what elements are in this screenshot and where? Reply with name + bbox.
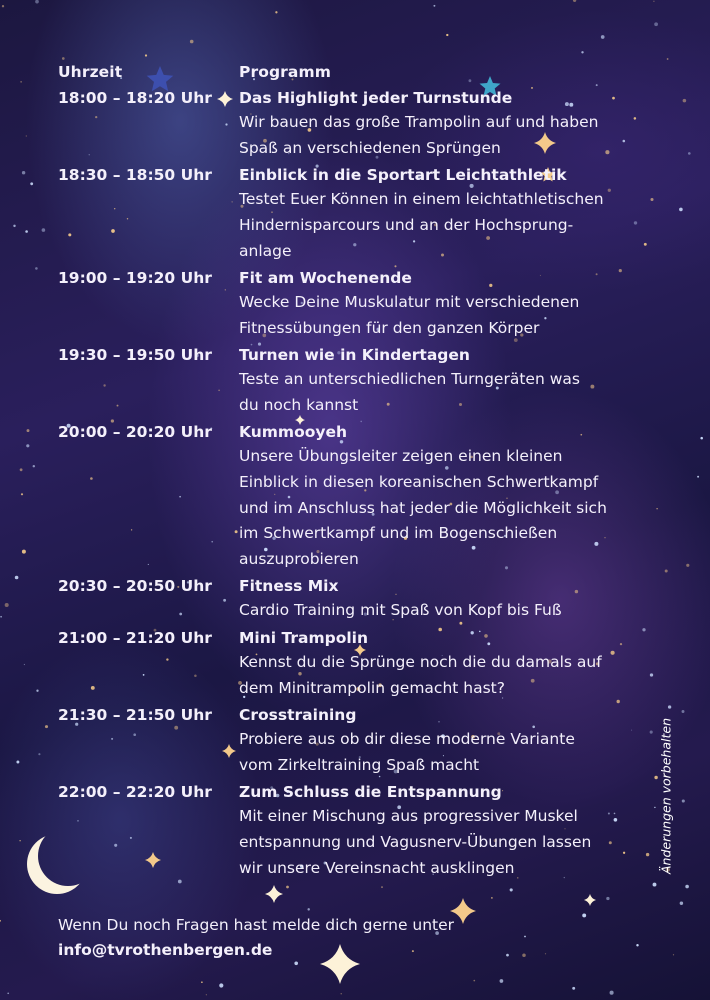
star-dot [206, 994, 207, 995]
star-dot [619, 269, 622, 272]
star-dot [654, 22, 658, 26]
schedule-description: Wir bauen das große Trampolin auf und haben Spaß an verschiedenen Sprüngen [239, 113, 599, 157]
star-dot [506, 954, 509, 957]
crescent-moon-icon [24, 826, 94, 896]
star-dot [0, 920, 1, 922]
star-dot [668, 705, 671, 708]
schedule-description: Mit einer Mischung aus progressiver Muskel entspannung und Vagusnerv-Übungen lassen wir unsere Vereinsnacht ausklingen [239, 807, 592, 877]
star-dot [45, 725, 48, 728]
star-dot [545, 953, 546, 954]
star-dot [20, 81, 21, 82]
star-dot [16, 761, 19, 764]
star-dot [686, 564, 689, 567]
star-dot [111, 229, 115, 233]
star-dot [219, 983, 223, 987]
star-dot [636, 944, 638, 946]
star-dot [194, 675, 197, 678]
star-dot [522, 953, 526, 957]
sparkle-star-icon [217, 91, 233, 107]
schedule-time: 21:00 – 21:20 Uhr [58, 629, 212, 647]
star-dot [491, 897, 493, 899]
schedule-description: Probiere aus ob dir diese moderne Variante vom Zirkeltraining Spaß macht [239, 730, 575, 774]
star-dot [130, 837, 132, 839]
star-dot [133, 733, 136, 736]
star-dot [24, 664, 25, 665]
star-dot [680, 902, 683, 905]
star-dot [580, 434, 582, 436]
star-dot [601, 35, 605, 39]
star-dot [307, 908, 309, 910]
star-dot [642, 628, 645, 631]
changes-reserved-note: Änderungen vorbehalten [658, 718, 674, 874]
star-dot [148, 564, 149, 565]
star-dot [412, 950, 414, 952]
schedule-description: Testet Euer Können in einem leichtathletischen Hindernisparcours und an der Hochsprung- anlage [239, 190, 604, 260]
sparkle-star-icon [584, 894, 596, 906]
star-dot [688, 152, 691, 155]
star-dot [42, 228, 46, 232]
star-dot [500, 979, 504, 983]
star-dot [114, 844, 117, 847]
star-dot [145, 54, 147, 56]
star-dot [190, 40, 194, 44]
schedule-title: Einblick in die Sportart Leichtathletik [239, 166, 567, 184]
star-dot [502, 790, 503, 791]
schedule-title: Fitness Mix [239, 577, 339, 595]
schedule-time: 20:00 – 20:20 Uhr [58, 423, 212, 441]
star-dot [38, 753, 40, 755]
star-dot [35, 267, 38, 270]
star-dot [26, 444, 29, 447]
star-dot [682, 710, 685, 713]
star-dot [2, 5, 4, 7]
star-dot [25, 230, 28, 233]
star-dot [581, 51, 583, 53]
star-dot [286, 886, 289, 889]
star-dot [665, 570, 668, 573]
star-dot [30, 182, 33, 185]
schedule-title: Das Highlight jeder Turnstunde [239, 89, 513, 107]
star-dot [90, 477, 93, 480]
sparkle-star-icon [265, 885, 283, 903]
star-dot [531, 87, 533, 89]
schedule-title: Mini Trampolin [239, 629, 369, 647]
star-dot [33, 465, 35, 467]
star-dot [225, 289, 226, 290]
star-dot [232, 201, 233, 202]
sparkle-star-icon [222, 744, 236, 758]
star-dot [26, 135, 27, 136]
schedule-time: 19:30 – 19:50 Uhr [58, 346, 212, 364]
star-dot [510, 888, 513, 891]
star-dot [15, 576, 19, 580]
schedule-time: 20:30 – 20:50 Uhr [58, 577, 212, 595]
star-dot [606, 897, 609, 900]
star-dot [471, 631, 474, 634]
star-dot [653, 1, 654, 2]
star-dot [575, 590, 578, 593]
schedule-title: Zum Schluss die Entspannung [239, 783, 502, 801]
star-dot [21, 493, 23, 495]
star-dot [89, 154, 90, 155]
star-dot [524, 936, 526, 938]
star-dot [438, 628, 442, 632]
star-dot [484, 634, 488, 638]
star-dot [673, 954, 674, 955]
star-dot [438, 721, 440, 723]
star-dot [95, 116, 97, 118]
star-dot [572, 987, 575, 990]
star-dot [685, 885, 689, 889]
star-dot [582, 913, 586, 917]
star-dot [7, 992, 9, 994]
star-dot [381, 886, 382, 887]
contact-email-link[interactable]: info@tvrothenbergen.de [58, 941, 273, 959]
star-dot [13, 225, 15, 227]
star-dot [223, 599, 226, 602]
star-dot [700, 437, 703, 440]
star-dot [596, 84, 598, 86]
star-dot [540, 275, 541, 276]
star-dot [22, 550, 26, 554]
star-dot [117, 405, 119, 407]
schedule-title: Turnen wie in Kindertagen [239, 346, 470, 364]
star-dot [360, 421, 362, 423]
schedule-title: Kummooyeh [239, 423, 348, 441]
star-dot [612, 97, 615, 100]
star-dot [225, 123, 227, 125]
star-dot [275, 11, 277, 13]
schedule-description: Kennst du die Sprünge noch die du damals auf dem Minitrampolin gemacht hast? [239, 653, 602, 697]
schedule-description: Cardio Training mit Spaß von Kopf bis Fuß [239, 601, 562, 619]
star-dot [394, 265, 396, 267]
star-dot [211, 541, 213, 543]
star-dot [77, 820, 78, 821]
schedule-time: 22:00 – 22:20 Uhr [58, 783, 212, 801]
star-dot [111, 738, 113, 740]
star-dot [569, 103, 573, 107]
star-dot [62, 57, 65, 60]
schedule-title: Crosstraining [239, 706, 357, 724]
star-dot [667, 58, 669, 60]
star-dot [179, 496, 181, 498]
star-dot [235, 530, 238, 533]
star-dot [19, 840, 20, 841]
footer-question: Wenn Du noch Fragen hast melde dich gerne unter [58, 916, 455, 934]
star-dot [5, 603, 9, 607]
star-dot [179, 613, 182, 616]
column-header-time: Uhrzeit [58, 63, 123, 81]
star-dot [433, 5, 435, 7]
star-dot [174, 726, 178, 730]
star-dot [473, 980, 475, 982]
star-dot [36, 690, 38, 692]
star-dot [596, 273, 598, 275]
star-icon [147, 66, 174, 91]
star-dot [27, 429, 30, 432]
schedule-description: Wecke Deine Muskulatur mit verschiedenen Fitnessübungen für den ganzen Körper [239, 293, 580, 337]
schedule-time: 21:30 – 21:50 Uhr [58, 706, 212, 724]
star-dot [573, 0, 576, 2]
star-dot [479, 631, 481, 633]
star-dot [653, 883, 657, 887]
sparkle-star-icon [320, 944, 360, 984]
star-dot [166, 658, 168, 660]
star-dot [469, 79, 472, 82]
star-dot [682, 799, 685, 802]
schedule-description: Teste an unterschiedlichen Turngeräten was du noch kannst [239, 370, 580, 414]
star-dot [489, 284, 492, 287]
column-header-program: Programm [239, 63, 331, 81]
star-dot [446, 34, 448, 36]
star-dot [178, 880, 182, 884]
star-dot [127, 218, 128, 219]
star-dot [201, 981, 203, 983]
star-dot [620, 643, 622, 645]
schedule-time: 18:00 – 18:20 Uhr [58, 89, 212, 107]
star-dot [114, 208, 115, 209]
star-dot [0, 616, 2, 618]
schedule-time: 18:30 – 18:50 Uhr [58, 166, 212, 184]
star-dot [35, 0, 39, 3]
schedule-time: 19:00 – 19:20 Uhr [58, 269, 212, 287]
star-dot [103, 384, 105, 386]
star-dot [697, 476, 699, 478]
star-dot [218, 389, 220, 391]
star-dot [610, 991, 614, 995]
star-dot [22, 171, 25, 174]
star-dot [91, 686, 95, 690]
star-dot [341, 993, 342, 994]
star-dot [395, 594, 396, 595]
star-dot [143, 674, 145, 676]
star-dot [487, 642, 490, 645]
star-dot [20, 468, 23, 471]
star-dot [683, 99, 687, 103]
schedule-title: Fit am Wochenende [239, 269, 412, 287]
sparkle-star-icon [145, 852, 161, 868]
star-dot [294, 961, 298, 965]
star-dot [68, 233, 71, 236]
star-dot [131, 529, 132, 530]
schedule-description: Unsere Übungsleiter zeigen einen kleinen Einblick in diesen koreanischen Schwertkampf und im Anschluss hat jeder die Möglichkeit sich im Schwertkampf und im Bogenschießen auszuprobieren [239, 447, 607, 569]
star-dot [565, 102, 569, 106]
star-dot [679, 208, 683, 212]
